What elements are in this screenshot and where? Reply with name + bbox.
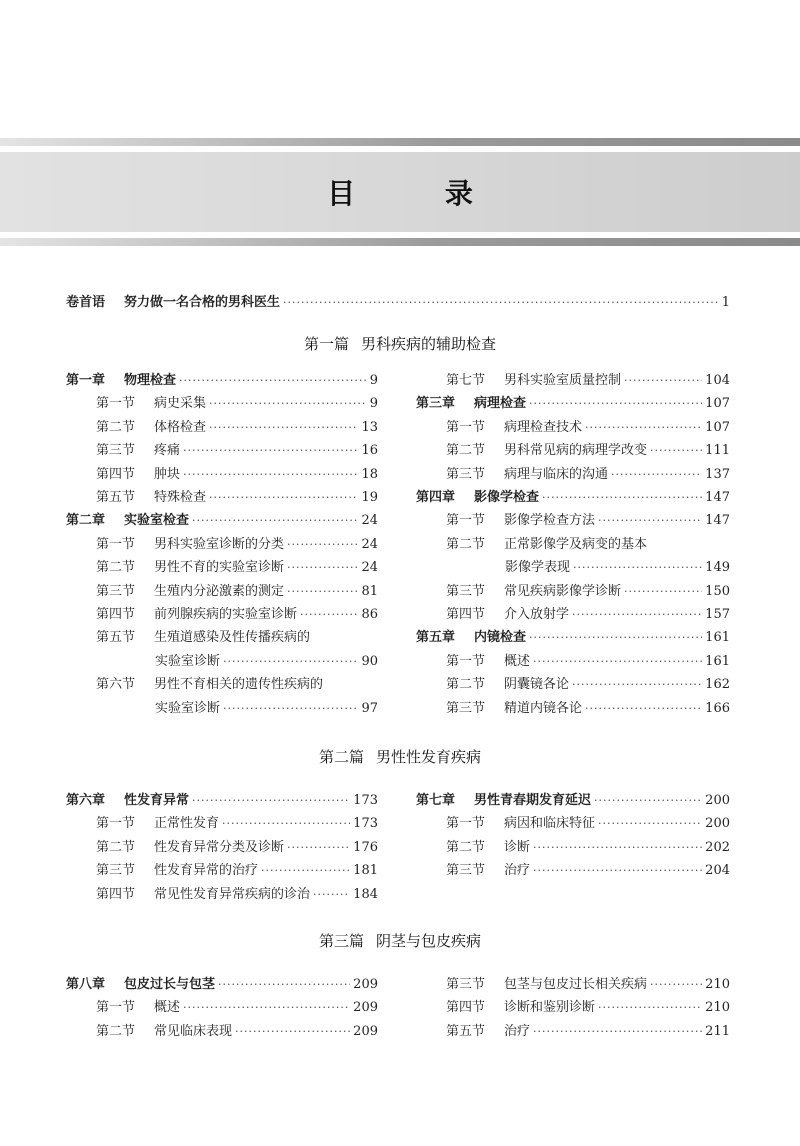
entry-title: 介入放射学 bbox=[504, 607, 570, 622]
page-number: 16 bbox=[361, 443, 378, 459]
leader-dots bbox=[313, 885, 350, 905]
page-number: 19 bbox=[361, 490, 378, 505]
section-label: 第三节 bbox=[96, 583, 136, 599]
page-number: 166 bbox=[705, 700, 730, 716]
page-number: 211 bbox=[705, 1023, 730, 1039]
toc-section-entry[interactable] bbox=[446, 814, 730, 834]
part-number: 第三篇 bbox=[318, 932, 364, 950]
page-number: 86 bbox=[361, 607, 378, 622]
leader-dots bbox=[209, 488, 358, 508]
toc-section-entry[interactable] bbox=[96, 488, 378, 508]
page-number: 147 bbox=[705, 513, 730, 529]
part-heading-1 bbox=[0, 333, 800, 355]
entry-title: 物理检查 bbox=[124, 373, 177, 388]
leader-dots bbox=[533, 861, 702, 881]
page-number: 24 bbox=[361, 536, 378, 552]
leader-dots bbox=[222, 814, 350, 834]
section-label: 第四节 bbox=[446, 1000, 486, 1016]
section-label: 第二节 bbox=[96, 560, 136, 576]
leader-dots bbox=[287, 838, 350, 858]
entry-title: 生殖内分泌激素的测定 bbox=[154, 583, 285, 599]
page-number: 184 bbox=[353, 886, 378, 902]
section-label: 第一节 bbox=[96, 1000, 136, 1016]
toc-section-entry[interactable] bbox=[96, 535, 378, 555]
leader-dots bbox=[572, 605, 702, 625]
page-number: 204 bbox=[705, 863, 730, 879]
leader-dots bbox=[650, 441, 702, 461]
page-number: 107 bbox=[705, 419, 730, 435]
page-number: 210 bbox=[705, 977, 730, 992]
entry-title: 常见性发育异常疾病的诊治 bbox=[154, 886, 311, 902]
toc-section-entry[interactable] bbox=[446, 975, 730, 995]
section-label: 第一节 bbox=[446, 419, 486, 435]
page-number: 90 bbox=[361, 653, 378, 669]
page-number: 209 bbox=[353, 1000, 378, 1016]
page-number: 104 bbox=[705, 373, 730, 388]
page-number: 162 bbox=[705, 677, 730, 693]
toc-chapter-entry[interactable] bbox=[416, 488, 730, 508]
entry-title: 肿块 bbox=[154, 466, 181, 482]
entry-title: 性发育异常 bbox=[124, 793, 190, 808]
section-label: 第四节 bbox=[96, 607, 136, 622]
leader-dots bbox=[209, 418, 358, 438]
part-name: 阴茎与包皮疾病 bbox=[376, 932, 482, 950]
page-number: 173 bbox=[353, 816, 378, 832]
section-label: 第二节 bbox=[446, 677, 486, 693]
entry-title: 影像学检查方法 bbox=[504, 513, 596, 529]
leader-dots bbox=[585, 699, 702, 719]
entry-title: 正常影像学及病变的基本 bbox=[504, 536, 648, 552]
part-heading-3 bbox=[0, 930, 800, 952]
page-number: 157 bbox=[705, 607, 730, 622]
preface-label: 卷首语 bbox=[66, 295, 106, 310]
toc-section-entry[interactable] bbox=[96, 838, 378, 858]
entry-title: 男科实验室诊断的分类 bbox=[154, 536, 285, 552]
section-label: 第六节 bbox=[96, 677, 136, 693]
leader-dots bbox=[533, 1022, 702, 1042]
entry-title: 诊断 bbox=[504, 839, 531, 855]
toc-section-entry[interactable] bbox=[96, 998, 378, 1018]
leader-dots bbox=[529, 628, 702, 648]
section-label: 第五节 bbox=[446, 1023, 486, 1039]
leader-dots bbox=[183, 441, 358, 461]
entry-title: 男性不育相关的遗传性疾病的 bbox=[154, 677, 324, 693]
toc-section-entry[interactable] bbox=[446, 675, 730, 695]
section-label: 第二节 bbox=[96, 839, 136, 855]
entry-title: 病理与临床的沟通 bbox=[504, 466, 609, 482]
section-label: 第四节 bbox=[446, 607, 486, 622]
leader-dots bbox=[624, 582, 702, 602]
page-number: 200 bbox=[705, 816, 730, 832]
leader-dots bbox=[594, 791, 702, 811]
toc-section-entry[interactable] bbox=[446, 699, 730, 719]
entry-title: 常见疾病影像学诊断 bbox=[504, 583, 622, 599]
chapter-label: 第五章 bbox=[416, 630, 456, 646]
entry-title: 男性青春期发育延迟 bbox=[474, 793, 592, 808]
entry-title: 前列腺疾病的实验室诊断 bbox=[154, 607, 298, 622]
leader-dots bbox=[183, 465, 358, 485]
entry-title: 治疗 bbox=[504, 1023, 531, 1039]
leader-dots bbox=[283, 293, 719, 313]
page-number: 81 bbox=[361, 583, 378, 599]
page-number: 97 bbox=[361, 700, 378, 716]
toc-section-entry[interactable] bbox=[96, 394, 378, 414]
toc-section-entry[interactable] bbox=[446, 861, 730, 881]
page-number: 24 bbox=[361, 513, 378, 529]
chapter-label: 第八章 bbox=[66, 977, 106, 992]
section-label: 第七节 bbox=[446, 373, 486, 388]
page-number: 107 bbox=[705, 396, 730, 412]
page-number: 209 bbox=[353, 1023, 378, 1039]
toc-section-entry[interactable] bbox=[96, 441, 378, 461]
toc-section-entry[interactable] bbox=[446, 535, 730, 555]
page-number: 9 bbox=[369, 396, 378, 412]
section-label: 第一节 bbox=[96, 396, 136, 412]
leader-dots bbox=[192, 511, 358, 531]
page-number: 181 bbox=[353, 863, 378, 879]
page-number: 9 bbox=[369, 373, 378, 388]
toc-chapter-entry[interactable] bbox=[66, 975, 378, 995]
part-name: 男科疾病的辅助检查 bbox=[361, 335, 497, 353]
leader-dots bbox=[529, 394, 702, 414]
banner-bottom-stripe bbox=[0, 238, 800, 246]
leader-dots bbox=[183, 998, 350, 1018]
entry-title: 疼痛 bbox=[154, 443, 181, 459]
toc-section-entry[interactable] bbox=[96, 814, 378, 834]
page-number: 147 bbox=[705, 490, 730, 505]
entry-title: 影像学表现 bbox=[505, 560, 571, 576]
toc-section-entry[interactable] bbox=[446, 465, 730, 485]
section-label: 第二节 bbox=[446, 536, 486, 552]
page-number: 24 bbox=[361, 560, 378, 576]
chapter-label: 第四章 bbox=[416, 490, 456, 505]
toc-section-entry[interactable] bbox=[96, 465, 378, 485]
entry-title: 正常性发育 bbox=[154, 816, 220, 832]
entry-title: 阴囊镜各论 bbox=[504, 677, 570, 693]
toc-chapter-entry[interactable] bbox=[416, 791, 730, 811]
part-name: 男性性发育疾病 bbox=[376, 748, 482, 766]
toc-chapter-entry[interactable] bbox=[416, 628, 730, 648]
entry-title: 包茎与包皮过长相关疾病 bbox=[504, 977, 648, 992]
entry-title: 性发育异常分类及诊断 bbox=[154, 839, 285, 855]
toc-section-entry[interactable] bbox=[96, 628, 378, 648]
entry-title: 体格检查 bbox=[154, 419, 207, 435]
toc-entry-continuation[interactable] bbox=[505, 558, 730, 578]
entry-title: 精道内镜各论 bbox=[504, 700, 583, 716]
section-label: 第三节 bbox=[96, 863, 136, 879]
entry-title: 生殖道感染及性传播疾病的 bbox=[154, 630, 311, 646]
entry-title: 概述 bbox=[154, 1000, 181, 1016]
section-label: 第三节 bbox=[446, 863, 486, 879]
toc-chapter-entry[interactable] bbox=[416, 394, 730, 414]
entry-title: 病理检查技术 bbox=[504, 419, 583, 435]
leader-dots bbox=[598, 998, 702, 1018]
toc-section-entry[interactable] bbox=[96, 418, 378, 438]
toc-chapter-entry[interactable] bbox=[66, 791, 378, 811]
page-number: 202 bbox=[705, 839, 730, 855]
leader-dots bbox=[179, 371, 367, 391]
leader-dots bbox=[598, 511, 702, 531]
chapter-label: 第三章 bbox=[416, 396, 456, 412]
toc-section-entry[interactable] bbox=[96, 1022, 378, 1042]
section-label: 第二节 bbox=[446, 839, 486, 855]
entry-title: 治疗 bbox=[504, 863, 531, 879]
leader-dots bbox=[192, 791, 350, 811]
section-label: 第三节 bbox=[446, 977, 486, 992]
toc-section-entry[interactable] bbox=[446, 582, 730, 602]
entry-title: 实验室诊断 bbox=[155, 700, 221, 716]
page-number: 176 bbox=[353, 839, 378, 855]
entry-title: 病因和临床特征 bbox=[504, 816, 596, 832]
section-label: 第一节 bbox=[446, 816, 486, 832]
preface-page: 1 bbox=[721, 295, 730, 310]
leader-dots bbox=[598, 814, 702, 834]
section-label: 第一节 bbox=[96, 816, 136, 832]
toc-entry-continuation[interactable] bbox=[155, 652, 378, 672]
page-number: 13 bbox=[361, 419, 378, 435]
leader-dots bbox=[287, 535, 358, 555]
leader-dots bbox=[572, 675, 702, 695]
toc-section-entry[interactable] bbox=[446, 652, 730, 672]
page-number: 173 bbox=[353, 793, 378, 808]
entry-title: 实验室检查 bbox=[124, 513, 190, 529]
entry-title: 影像学检查 bbox=[474, 490, 540, 505]
leader-dots bbox=[650, 975, 702, 995]
leader-dots bbox=[542, 488, 702, 508]
leader-dots bbox=[573, 558, 702, 578]
page-number: 161 bbox=[705, 653, 730, 669]
page-number: 161 bbox=[705, 630, 730, 646]
section-label: 第三节 bbox=[446, 583, 486, 599]
entry-title: 男性不育的实验室诊断 bbox=[154, 560, 285, 576]
toc-entry-continuation[interactable] bbox=[155, 699, 378, 719]
entry-title: 诊断和鉴别诊断 bbox=[504, 1000, 596, 1016]
page-number: 137 bbox=[705, 466, 730, 482]
section-label: 第三节 bbox=[96, 443, 136, 459]
leader-dots bbox=[223, 699, 358, 719]
toc-section-entry[interactable] bbox=[446, 998, 730, 1018]
page-number: 210 bbox=[705, 1000, 730, 1016]
entry-title: 特殊检查 bbox=[154, 490, 207, 505]
toc-section-entry[interactable] bbox=[96, 558, 378, 578]
section-label: 第五节 bbox=[96, 490, 136, 505]
leader-dots bbox=[223, 652, 358, 672]
leader-dots bbox=[533, 652, 702, 672]
toc-chapter-entry[interactable] bbox=[66, 371, 378, 391]
toc-section-entry[interactable] bbox=[96, 605, 378, 625]
page-number: 209 bbox=[353, 977, 378, 992]
entry-title: 男科常见病的病理学改变 bbox=[504, 443, 648, 459]
toc-section-entry[interactable] bbox=[446, 605, 730, 625]
section-label: 第四节 bbox=[96, 466, 136, 482]
entry-title: 内镜检查 bbox=[474, 630, 527, 646]
leader-dots bbox=[611, 465, 702, 485]
section-label: 第五节 bbox=[96, 630, 136, 646]
leader-dots bbox=[261, 861, 350, 881]
section-label: 第三节 bbox=[446, 466, 486, 482]
toc-section-entry[interactable] bbox=[446, 511, 730, 531]
leader-dots bbox=[300, 605, 358, 625]
entry-title: 性发育异常的治疗 bbox=[154, 863, 259, 879]
toc-section-entry[interactable] bbox=[446, 1022, 730, 1042]
leader-dots bbox=[585, 418, 702, 438]
preface-title: 努力做一名合格的男科医生 bbox=[124, 295, 281, 310]
chapter-label: 第一章 bbox=[66, 373, 106, 388]
leader-dots bbox=[533, 838, 702, 858]
toc-section-entry[interactable] bbox=[446, 838, 730, 858]
chapter-label: 第六章 bbox=[66, 793, 106, 808]
chapter-label: 第二章 bbox=[66, 513, 106, 529]
toc-section-entry[interactable] bbox=[446, 418, 730, 438]
entry-title: 实验室诊断 bbox=[155, 653, 221, 669]
toc-section-entry[interactable] bbox=[96, 582, 378, 602]
toc-section-entry[interactable] bbox=[446, 441, 730, 461]
page-title: 目 录 bbox=[327, 177, 513, 210]
section-label: 第一节 bbox=[446, 653, 486, 669]
entry-title: 男科实验室质量控制 bbox=[504, 373, 622, 388]
section-label: 第二节 bbox=[96, 419, 136, 435]
entry-title: 病理检查 bbox=[474, 396, 527, 412]
toc-section-entry[interactable] bbox=[446, 371, 730, 391]
chapter-label: 第七章 bbox=[416, 793, 456, 808]
page-number: 150 bbox=[705, 583, 730, 599]
page-number: 149 bbox=[705, 560, 730, 576]
toc-entry-preface[interactable] bbox=[66, 293, 730, 313]
toc-chapter-entry[interactable] bbox=[66, 511, 378, 531]
toc-section-entry[interactable] bbox=[96, 885, 378, 905]
page-number: 111 bbox=[705, 443, 730, 459]
page-number: 18 bbox=[361, 466, 378, 482]
entry-title: 病史采集 bbox=[154, 396, 207, 412]
leader-dots bbox=[209, 394, 367, 414]
toc-section-entry[interactable] bbox=[96, 675, 378, 695]
entry-title: 常见临床表现 bbox=[154, 1023, 233, 1039]
section-label: 第一节 bbox=[96, 536, 136, 552]
banner-top-stripe bbox=[0, 138, 800, 146]
page-number: 200 bbox=[705, 793, 730, 808]
part-number: 第一篇 bbox=[303, 335, 349, 353]
section-label: 第四节 bbox=[96, 886, 136, 902]
leader-dots bbox=[218, 975, 350, 995]
part-number: 第二篇 bbox=[318, 748, 364, 766]
section-label: 第二节 bbox=[446, 443, 486, 459]
part-heading-2 bbox=[0, 746, 800, 768]
leader-dots bbox=[287, 582, 358, 602]
toc-section-entry[interactable] bbox=[96, 861, 378, 881]
section-label: 第一节 bbox=[446, 513, 486, 529]
section-label: 第二节 bbox=[96, 1023, 136, 1039]
leader-dots bbox=[235, 1022, 350, 1042]
leader-dots bbox=[624, 371, 702, 391]
section-label: 第三节 bbox=[446, 700, 486, 716]
entry-title: 包皮过长与包茎 bbox=[124, 977, 216, 992]
entry-title: 概述 bbox=[504, 653, 531, 669]
leader-dots bbox=[287, 558, 358, 578]
